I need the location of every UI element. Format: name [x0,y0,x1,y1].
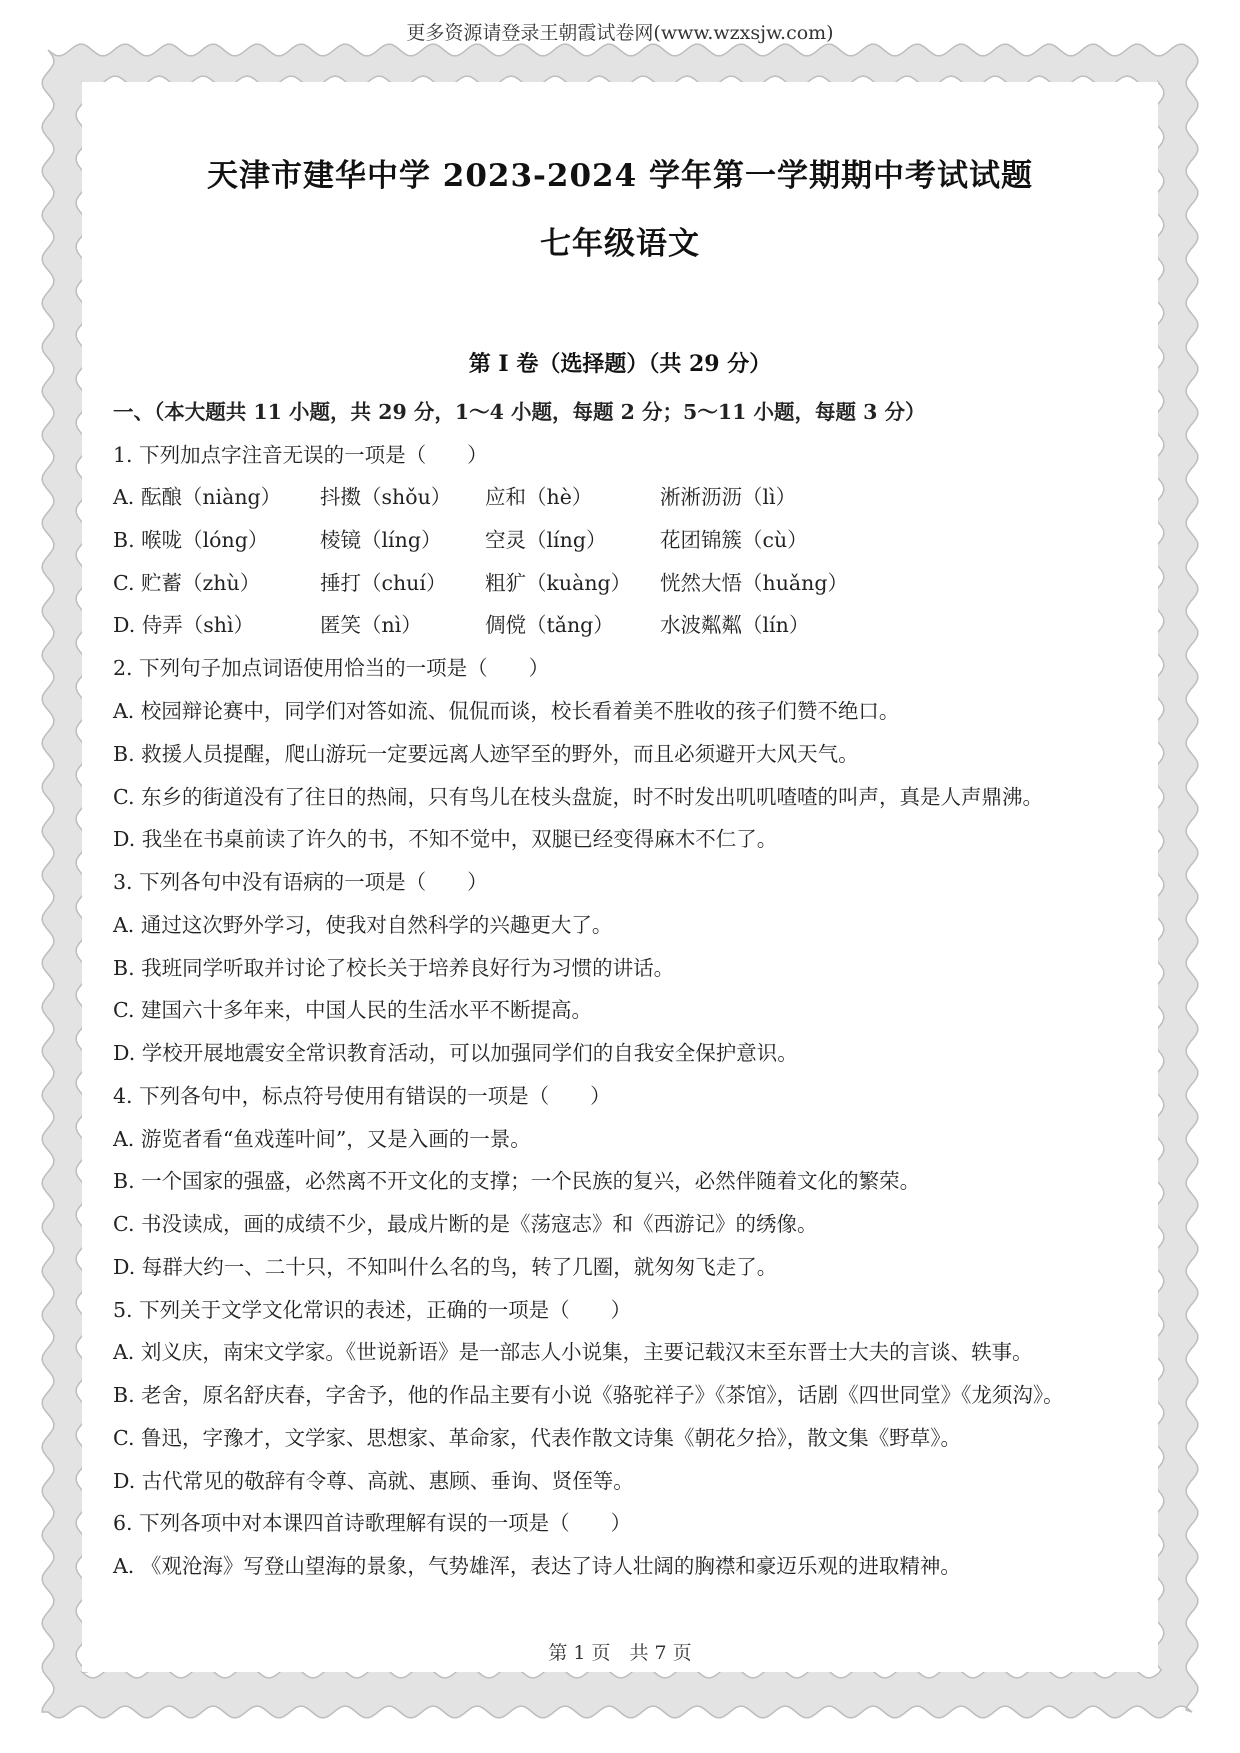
section-instruction: 一、（本大题共 11 小题，共 29 分，1～4 小题，每题 2 分；5～11 小题，每题 3 分） [113,400,926,424]
q2-option-d: D. 我坐在书桌前读了许久的书，不知不觉中，双腿已经变得麻木不仁了。 [113,827,778,851]
q1-a-item: 抖擞（shǒu） [320,485,452,509]
q1-d-item: 匿笑（nì） [320,613,422,637]
q2-option-a: A. 校园辩论赛中，同学们对答如流、侃侃而谈，校长看着美不胜收的孩子们赞不绝口。 [113,699,900,723]
q2-option-b: B. 救援人员提醒，爬山游玩一定要远离人迹罕至的野外，而且必须避开大风天气。 [113,742,859,766]
q1-b-item: 棱镜（líng） [320,528,442,552]
q1-a-item: A. 酝酿（niàng） [113,485,282,509]
q5-option-c: C. 鲁迅，字豫才，文学家、思想家、革命家，代表作散文诗集《朝花夕拾》，散文集《野草》。 [113,1426,961,1450]
q1-c-item: 恍然大悟（huǎng） [660,571,848,595]
q1-d-item: D. 侍弄（shì） [113,613,255,637]
q1-b-item: B. 喉咙（lóng） [113,528,269,552]
q3-option-d: D. 学校开展地震安全常识教育活动，可以加强同学们的自我安全保护意识。 [113,1041,798,1065]
section-title: 第 I 卷（选择题）（共 29 分） [468,351,772,377]
q3-option-c: C. 建国六十多年来，中国人民的生活水平不断提高。 [113,998,592,1022]
page-footer: 第 1 页 共 7 页 [548,1642,692,1664]
q5-option-d: D. 古代常见的敬辞有令尊、高就、惠顾、垂询、贤侄等。 [113,1469,634,1493]
q1-a-item: 应和（hè） [485,485,593,509]
q1-a-item: 淅淅沥沥（lì） [660,485,797,509]
q1-b-item: 空灵（líng） [485,528,607,552]
q4-option-b: B. 一个国家的强盛，必然离不开文化的支撑；一个民族的复兴，必然伴随着文化的繁荣。 [113,1169,921,1193]
q5-option-b: B. 老舍，原名舒庆春，字舍予，他的作品主要有小说《骆驼祥子》《茶馆》，话剧《四世同堂》《龙须沟》。 [113,1383,1064,1407]
q1-c-item: 捶打（chuí） [320,571,447,595]
q2-option-c: C. 东乡的街道没有了往日的热闹，只有鸟儿在枝头盘旋，时不时发出叽叽喳喳的叫声，真是人声鼎沸。 [113,785,1043,809]
q4-option-c: C. 书没读成，画的成绩不少，最成片断的是《荡寇志》和《西游记》的绣像。 [113,1212,818,1236]
exam-title: 天津市建华中学 2023-2024 学年第一学期期中考试试题 [206,158,1033,194]
q3-stem: 3. 下列各句中没有语病的一项是（ ） [113,870,488,894]
q5-option-a: A. 刘义庆，南宋文学家。《世说新语》是一部志人小说集，主要记载汉末至东晋士大夫的言谈、轶事。 [113,1340,1033,1364]
q6-stem: 6. 下列各项中对本课四首诗歌理解有误的一项是（ ） [113,1511,632,1535]
q2-stem: 2. 下列句子加点词语使用恰当的一项是（ ） [113,656,550,680]
q1-stem: 1. 下列加点字注音无误的一项是（ ） [113,443,488,467]
q4-option-a: A. 游览者看“鱼戏莲叶间”，又是入画的一景。 [113,1127,531,1151]
top-banner: 更多资源请登录王朝霞试卷网(www.wzxsjw.com) [406,22,834,44]
q5-stem: 5. 下列关于文学文化常识的表述，正确的一项是（ ） [113,1298,632,1322]
q1-d-item: 倜傥（tǎng） [485,613,614,637]
q3-option-a: A. 通过这次野外学习，使我对自然科学的兴趣更大了。 [113,913,613,937]
q4-stem: 4. 下列各句中，标点符号使用有错误的一项是（ ） [113,1084,611,1108]
q1-c-item: 粗犷（kuàng） [485,571,632,595]
q1-d-item: 水波粼粼（lín） [660,613,810,637]
exam-subtitle: 七年级语文 [540,226,700,262]
q1-c-item: C. 贮蓄（zhù） [113,571,261,595]
q4-option-d: D. 每群大约一、二十只，不知叫什么名的鸟，转了几圈，就匆匆飞走了。 [113,1255,778,1279]
q6-option-a: A. 《观沧海》写登山望海的景象，气势雄浑，表达了诗人壮阔的胸襟和豪迈乐观的进取精神。 [113,1554,961,1578]
q1-b-item: 花团锦簇（cù） [660,528,808,552]
q3-option-b: B. 我班同学听取并讨论了校长关于培养良好行为习惯的讲话。 [113,956,675,980]
